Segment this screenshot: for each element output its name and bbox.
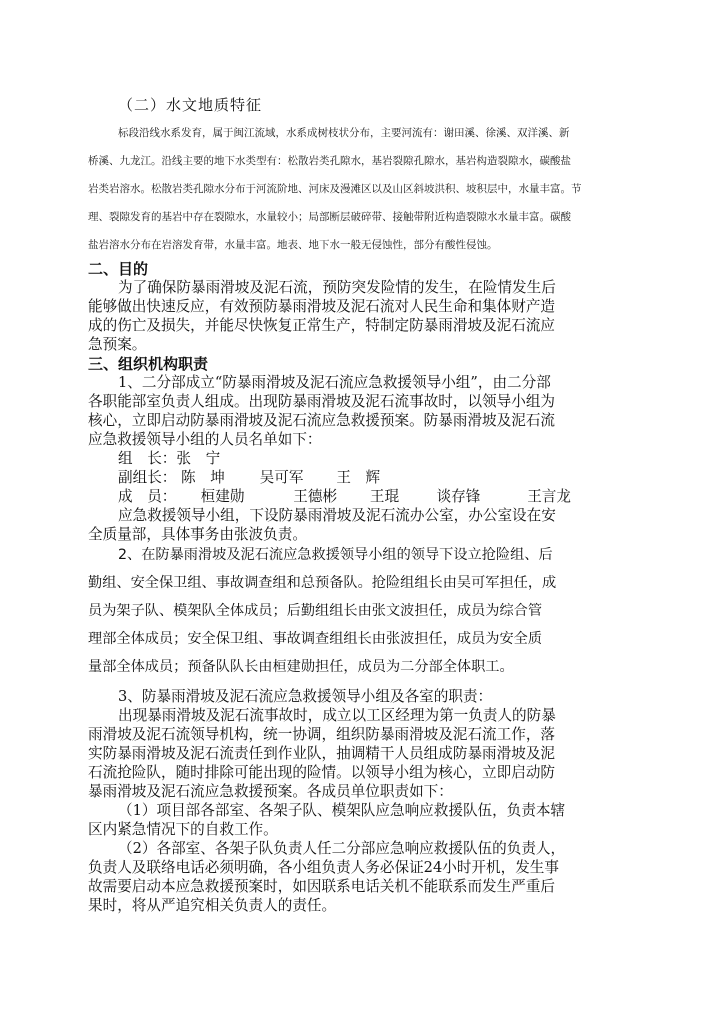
org-para1-line: 核心，立即启动防暴雨滑坡及泥石流应急救援预案。防暴雨滑坡及泥石流 [88, 412, 556, 429]
office-line: 应急救援领导小组，下设防暴雨滑坡及泥石流办公室，办公室设在安 [118, 507, 556, 524]
org-para3-line: 出现暴雨滑坡及泥石流事故时，成立以工区经理为第一负责人的防暴 [118, 707, 556, 724]
hydrogeology-line: 岩类岩溶水。松散岩类孔隙水分布于河流阶地、河床及漫滩区以及山区斜坡洪积、坡积层中，水量丰富。节 [88, 183, 582, 195]
member-name: 王德彬 [293, 488, 338, 505]
org-heading: 三、组织机构职责 [88, 355, 209, 373]
org-para1-line: 应急救援领导小组的人员名单如下： [88, 431, 322, 448]
hydrogeology-line: 标段沿线水系发育，属于闽江流域，水系成树枝状分布，主要河流有：谢田溪、徐溪、双洋溪、新 [118, 127, 570, 139]
member-name: 桓建勋 [200, 488, 245, 505]
purpose-line: 急预案。 [88, 336, 147, 353]
org-para3-line: 石流抢险队，随时排除可能出现的险情。以领导小组为核心，立即启动防 [88, 764, 556, 781]
org-para2-line: 理部全体成员；安全保卫组、事故调查组组长由张波担任，成员为安全质 [88, 631, 543, 647]
duty-item-1-line: 区内紧急情况下的自救工作。 [88, 821, 278, 838]
org-para2-line: 量部全体成员；预备队队长由桓建勋担任，成员为二分部全体职工。 [88, 659, 514, 675]
org-para3-line: 实防暴雨滑坡及泥石流责任到作业队，抽调精干人员组成防暴雨滑坡及泥 [88, 745, 556, 762]
org-para2-line: 员为架子队、模架队全体成员；后勤组组长由张文波担任，成员为综合管 [88, 603, 543, 619]
member-row [118, 488, 571, 506]
org-para3-line: 暴雨滑坡及泥石流应急救援预案。各成员单位职责如下： [88, 783, 453, 800]
duty-item-2-line: 负责人及联络电话必须明确，各小组负责人务必保证24小时开机，发生事 [88, 859, 559, 876]
org-para2-line: 2、在防暴雨滑坡及泥石流应急救援领导小组的领导下设立抢险组、后 [118, 547, 553, 563]
deputy-name: 王 辉 [336, 469, 381, 486]
duty-item-2-line: 果时，将从严追究相关负责人的责任。 [88, 897, 337, 914]
org-para2-line: 勤组、安全保卫组、事故调查组和总预备队。抢险组组长由吴可军担任，成 [88, 575, 557, 591]
hydrogeology-line: 桥溪、九龙江。沿线主要的地下水类型有：松散岩类孔隙水，基岩裂隙孔隙水，基岩构造裂隙水，碳酸盐 [88, 155, 571, 167]
duty-item-2-line: 故需要启动本应急救援预案时，如因联系电话关机不能联系而发生严重后 [88, 878, 556, 895]
purpose-heading: 二、目的 [88, 260, 149, 278]
org-para3-line: 3、防暴雨滑坡及泥石流应急救援领导小组及各室的职责： [118, 688, 493, 705]
member-name: 谈存锋 [436, 488, 481, 505]
purpose-line: 能够做出快速反应，有效预防暴雨滑坡及泥石流对人民生命和集体财产造 [88, 298, 556, 315]
deputy-row [118, 469, 380, 487]
hydrogeology-heading: （二）水文地质特征 [118, 96, 263, 114]
member-name: 王言龙 [527, 488, 571, 505]
org-para1-line: 1、二分部成立“防暴雨滑坡及泥石流应急救援领导小组”，由二分部 [118, 374, 551, 391]
leader-label: 组 长： [118, 450, 177, 467]
purpose-line: 成的伤亡及损失，并能尽快恢复正常生产，特制定防暴雨滑坡及泥石流应 [88, 317, 556, 334]
hydrogeology-line: 理、裂隙发育的基岩中存在裂隙水，水量较小；局部断层破碎带、接触带附近构造裂隙水水量丰富。碳酸 [88, 211, 571, 223]
leader-name: 张 宁 [176, 450, 221, 467]
deputy-name: 吴可军 [259, 469, 304, 486]
deputy-label: 副组长： [118, 469, 177, 486]
deputy-name: 陈 坤 [181, 469, 225, 486]
purpose-line: 为了确保防暴雨滑坡及泥石流，预防突发险情的发生，在险情发生后 [118, 279, 556, 296]
duty-item-1-line: （1）项目部各部室、各架子队、模架队应急响应救援队伍，负责本辖 [118, 802, 566, 819]
leader-row [118, 450, 220, 468]
org-para3-line: 雨滑坡及泥石流领导机构，统一协调，组织防暴雨滑坡及泥石流工作，落 [88, 726, 556, 743]
duty-item-2-line: （2）各部室、各架子队负责人任二分部应急响应救援队伍的负责人， [118, 840, 566, 857]
org-para1-line: 各职能部室负责人组成。出现防暴雨滑坡及泥石流事故时，以领导小组为 [88, 393, 556, 410]
member-name: 王琨 [369, 488, 400, 505]
hydrogeology-line: 盐岩溶水分布在岩溶发育带，水量丰富。地表、地下水一般无侵蚀性，部分有酸性侵蚀。 [88, 239, 498, 251]
office-line: 全质量部，具体事务由张波负责。 [88, 526, 307, 543]
member-label: 成 员： [118, 488, 177, 505]
